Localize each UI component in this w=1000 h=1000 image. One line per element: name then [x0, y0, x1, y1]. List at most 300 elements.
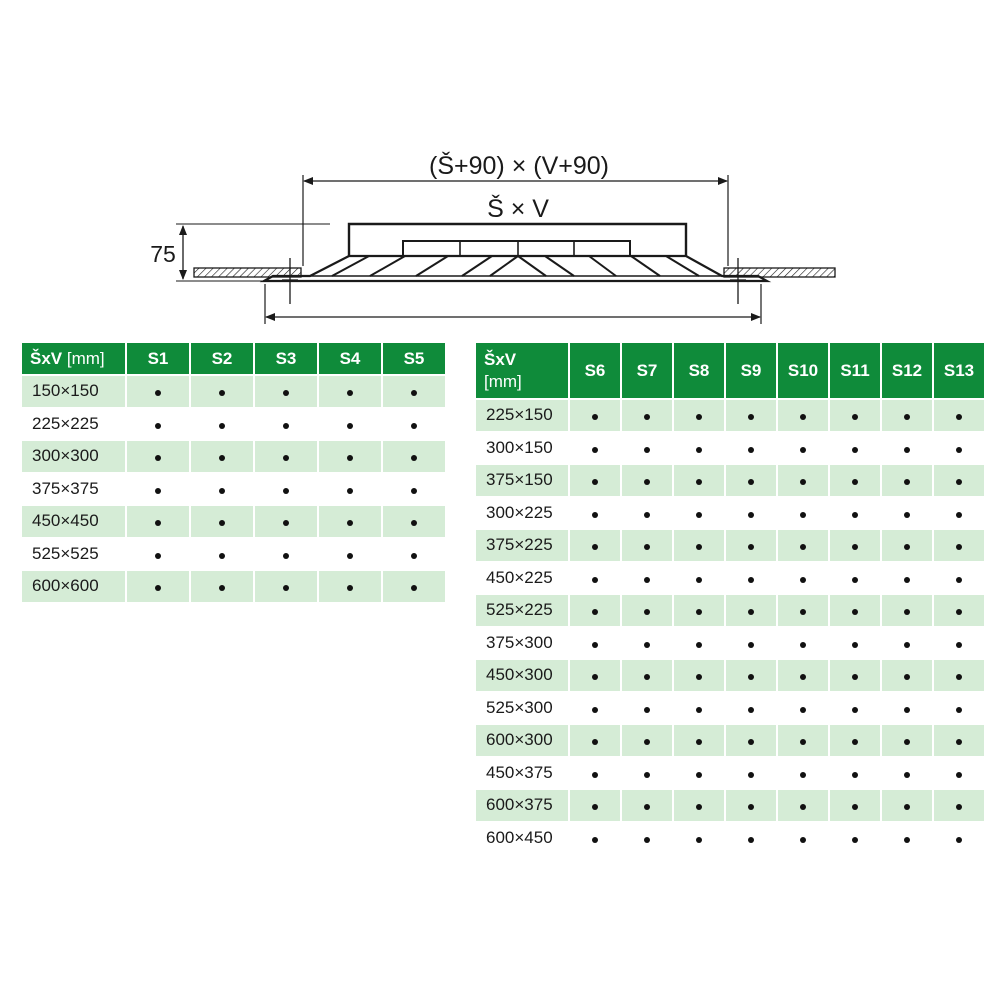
availability-cell: [778, 660, 828, 691]
availability-cell: [830, 660, 880, 691]
available-dot-icon: [800, 642, 806, 648]
available-dot-icon: [155, 423, 161, 429]
available-dot-icon: [956, 642, 962, 648]
availability-cell: [726, 693, 776, 724]
available-dot-icon: [800, 804, 806, 810]
table-row: [476, 595, 984, 626]
available-dot-icon: [411, 585, 417, 591]
available-dot-icon: [904, 479, 910, 485]
table-row: [476, 400, 984, 431]
available-dot-icon: [155, 553, 161, 559]
availability-cell: [570, 563, 620, 594]
column-header-s10: S10: [778, 343, 828, 398]
size-header-text: ŠxV: [484, 349, 517, 369]
availability-cell: [383, 571, 445, 602]
availability-cell: [319, 441, 381, 472]
available-dot-icon: [347, 553, 353, 559]
available-dot-icon: [852, 674, 858, 680]
available-dot-icon: [800, 512, 806, 518]
availability-cell: [674, 628, 724, 659]
available-dot-icon: [696, 707, 702, 713]
available-dot-icon: [956, 544, 962, 550]
available-dot-icon: [283, 488, 289, 494]
available-dot-icon: [852, 447, 858, 453]
availability-cell: [934, 400, 984, 431]
availability-cell: [778, 823, 828, 854]
column-header-s11: S11: [830, 343, 880, 398]
available-dot-icon: [155, 488, 161, 494]
availability-cell: [674, 595, 724, 626]
available-dot-icon: [904, 577, 910, 583]
availability-cell: [778, 595, 828, 626]
availability-cell: [934, 595, 984, 626]
availability-cell: [255, 409, 317, 440]
available-dot-icon: [644, 479, 650, 485]
availability-cell: [726, 498, 776, 529]
available-dot-icon: [347, 520, 353, 526]
availability-cell: [570, 790, 620, 821]
available-dot-icon: [592, 804, 598, 810]
availability-cell: [726, 465, 776, 496]
availability-cell: [778, 790, 828, 821]
available-dot-icon: [748, 479, 754, 485]
available-dot-icon: [696, 642, 702, 648]
availability-cell: [127, 506, 189, 537]
available-dot-icon: [800, 739, 806, 745]
available-dot-icon: [748, 804, 754, 810]
column-header-s7: S7: [622, 343, 672, 398]
grille-cross-section-diagram: [0, 0, 1000, 340]
available-dot-icon: [283, 390, 289, 396]
available-dot-icon: [800, 447, 806, 453]
available-dot-icon: [748, 642, 754, 648]
available-dot-icon: [644, 804, 650, 810]
size-cell: 375×225: [476, 530, 568, 561]
availability-cell: [726, 530, 776, 561]
available-dot-icon: [696, 837, 702, 843]
available-dot-icon: [852, 544, 858, 550]
availability-cell: [882, 400, 932, 431]
column-header-s2: S2: [191, 343, 253, 374]
available-dot-icon: [904, 674, 910, 680]
available-dot-icon: [956, 804, 962, 810]
available-dot-icon: [644, 674, 650, 680]
availability-cell: [934, 563, 984, 594]
available-dot-icon: [852, 707, 858, 713]
available-dot-icon: [219, 390, 225, 396]
available-dot-icon: [592, 707, 598, 713]
availability-cell: [934, 465, 984, 496]
column-header-s5: S5: [383, 343, 445, 374]
availability-cell: [882, 563, 932, 594]
available-dot-icon: [904, 804, 910, 810]
louver-vanes: [332, 256, 699, 276]
column-header-s9: S9: [726, 343, 776, 398]
available-dot-icon: [592, 609, 598, 615]
size-cell: 450×225: [486, 567, 553, 587]
size-cell: 225×225: [32, 413, 99, 433]
available-dot-icon: [644, 447, 650, 453]
available-dot-icon: [155, 390, 161, 396]
available-dot-icon: [592, 739, 598, 745]
availability-cell: [255, 539, 317, 570]
size-cell: 375×150: [476, 465, 568, 496]
table-header-row: [22, 343, 445, 374]
available-dot-icon: [748, 577, 754, 583]
availability-cell: [570, 400, 620, 431]
availability-cell: [191, 571, 253, 602]
available-dot-icon: [592, 772, 598, 778]
available-dot-icon: [904, 707, 910, 713]
table-row: [476, 628, 984, 659]
available-dot-icon: [592, 577, 598, 583]
availability-cell: [882, 790, 932, 821]
available-dot-icon: [956, 772, 962, 778]
availability-cell: [830, 790, 880, 821]
availability-cell: [622, 758, 672, 789]
available-dot-icon: [283, 553, 289, 559]
available-dot-icon: [956, 414, 962, 420]
available-dot-icon: [696, 512, 702, 518]
available-dot-icon: [852, 577, 858, 583]
available-dot-icon: [956, 577, 962, 583]
availability-cell: [830, 595, 880, 626]
available-dot-icon: [956, 447, 962, 453]
available-dot-icon: [644, 544, 650, 550]
size-cell: 600×450: [486, 827, 553, 847]
available-dot-icon: [748, 512, 754, 518]
available-dot-icon: [696, 804, 702, 810]
available-dot-icon: [852, 772, 858, 778]
available-dot-icon: [347, 585, 353, 591]
availability-cell: [674, 498, 724, 529]
availability-cell: [319, 409, 381, 440]
availability-cell: [778, 530, 828, 561]
availability-cell: [622, 433, 672, 464]
availability-cell: [622, 530, 672, 561]
availability-cell: [882, 758, 932, 789]
available-dot-icon: [644, 414, 650, 420]
available-dot-icon: [219, 488, 225, 494]
available-dot-icon: [644, 512, 650, 518]
table-row: [476, 498, 984, 529]
availability-cell: [778, 400, 828, 431]
availability-cell: [622, 693, 672, 724]
availability-cell: [622, 563, 672, 594]
size-cell: 375×300: [486, 632, 553, 652]
availability-cell: [191, 376, 253, 407]
available-dot-icon: [696, 447, 702, 453]
available-dot-icon: [956, 609, 962, 615]
availability-cell: [570, 693, 620, 724]
availability-cell: [255, 571, 317, 602]
size-table-square: [20, 341, 447, 604]
column-header-s8: S8: [674, 343, 724, 398]
availability-cell: [726, 628, 776, 659]
availability-cell: [778, 498, 828, 529]
availability-cell: [726, 823, 776, 854]
available-dot-icon: [411, 488, 417, 494]
available-dot-icon: [800, 544, 806, 550]
available-dot-icon: [219, 553, 225, 559]
available-dot-icon: [347, 423, 353, 429]
available-dot-icon: [748, 674, 754, 680]
available-dot-icon: [696, 544, 702, 550]
available-dot-icon: [904, 544, 910, 550]
availability-cell: [726, 595, 776, 626]
size-cell: 600×600: [22, 571, 125, 602]
available-dot-icon: [155, 520, 161, 526]
availability-cell: [726, 563, 776, 594]
available-dot-icon: [956, 837, 962, 843]
available-dot-icon: [904, 609, 910, 615]
availability-cell: [127, 441, 189, 472]
size-cell: 525×225: [476, 595, 568, 626]
availability-cell: [622, 823, 672, 854]
availability-cell: [622, 790, 672, 821]
available-dot-icon: [219, 455, 225, 461]
availability-cell: [726, 433, 776, 464]
availability-cell: [622, 660, 672, 691]
availability-cell: [570, 758, 620, 789]
availability-cell: [830, 628, 880, 659]
availability-cell: [934, 433, 984, 464]
availability-cell: [383, 506, 445, 537]
availability-cell: [674, 530, 724, 561]
table-row: [476, 660, 984, 691]
availability-cell: [127, 474, 189, 505]
availability-cell: [383, 441, 445, 472]
availability-cell: [726, 790, 776, 821]
availability-cell: [934, 725, 984, 756]
table-row: [22, 441, 445, 472]
available-dot-icon: [852, 512, 858, 518]
available-dot-icon: [748, 739, 754, 745]
available-dot-icon: [800, 674, 806, 680]
availability-cell: [383, 376, 445, 407]
size-cell: 600×375: [476, 790, 568, 821]
size-column-header: [22, 343, 125, 374]
available-dot-icon: [592, 414, 598, 420]
available-dot-icon: [748, 772, 754, 778]
availability-cell: [255, 376, 317, 407]
available-dot-icon: [592, 642, 598, 648]
available-dot-icon: [283, 455, 289, 461]
table-row: [476, 530, 984, 561]
available-dot-icon: [283, 520, 289, 526]
availability-cell: [934, 498, 984, 529]
available-dot-icon: [748, 544, 754, 550]
inner-dimension-label: Š × V: [487, 195, 549, 223]
availability-cell: [674, 790, 724, 821]
column-header-s6: S6: [570, 343, 620, 398]
size-cell: 600×300: [476, 725, 568, 756]
available-dot-icon: [696, 479, 702, 485]
availability-cell: [674, 725, 724, 756]
available-dot-icon: [800, 479, 806, 485]
availability-cell: [319, 571, 381, 602]
column-header-s3: S3: [255, 343, 317, 374]
column-header-s4: S4: [319, 343, 381, 374]
availability-cell: [255, 441, 317, 472]
availability-cell: [934, 660, 984, 691]
availability-cell: [674, 660, 724, 691]
table-row: [476, 563, 984, 594]
size-column-header: [476, 343, 568, 398]
size-header-text: ŠxV: [30, 348, 63, 368]
availability-cell: [778, 465, 828, 496]
availability-cell: [882, 595, 932, 626]
available-dot-icon: [696, 739, 702, 745]
availability-cell: [830, 823, 880, 854]
availability-cell: [778, 433, 828, 464]
size-header-unit: [mm]: [66, 348, 105, 368]
available-dot-icon: [644, 577, 650, 583]
size-table-rectangular: [474, 341, 986, 855]
availability-cell: [319, 506, 381, 537]
availability-cell: [674, 758, 724, 789]
availability-cell: [830, 693, 880, 724]
availability-cell: [882, 433, 932, 464]
available-dot-icon: [155, 455, 161, 461]
available-dot-icon: [347, 390, 353, 396]
available-dot-icon: [644, 772, 650, 778]
size-cell: 450×450: [22, 506, 125, 537]
size-cell: 225×150: [476, 400, 568, 431]
available-dot-icon: [904, 512, 910, 518]
availability-cell: [319, 376, 381, 407]
available-dot-icon: [411, 553, 417, 559]
availability-cell: [882, 823, 932, 854]
available-dot-icon: [592, 837, 598, 843]
availability-cell: [570, 465, 620, 496]
size-cell: 300×300: [22, 441, 125, 472]
available-dot-icon: [592, 479, 598, 485]
availability-cell: [726, 758, 776, 789]
height-label: 75: [150, 241, 176, 267]
availability-cell: [882, 498, 932, 529]
availability-cell: [830, 400, 880, 431]
table-row: [22, 506, 445, 537]
availability-cell: [255, 506, 317, 537]
available-dot-icon: [644, 707, 650, 713]
availability-cell: [830, 758, 880, 789]
available-dot-icon: [852, 837, 858, 843]
availability-cell: [191, 474, 253, 505]
size-cell: 150×150: [22, 376, 125, 407]
availability-cell: [726, 660, 776, 691]
available-dot-icon: [852, 479, 858, 485]
availability-cell: [882, 628, 932, 659]
size-header-unit: [mm]: [484, 371, 522, 391]
availability-cell: [674, 823, 724, 854]
availability-cell: [127, 571, 189, 602]
available-dot-icon: [800, 577, 806, 583]
availability-cell: [127, 539, 189, 570]
size-cell: 525×300: [486, 697, 553, 717]
available-dot-icon: [904, 447, 910, 453]
available-dot-icon: [411, 390, 417, 396]
available-dot-icon: [155, 585, 161, 591]
available-dot-icon: [852, 609, 858, 615]
available-dot-icon: [592, 447, 598, 453]
available-dot-icon: [644, 739, 650, 745]
available-dot-icon: [283, 423, 289, 429]
availability-cell: [674, 563, 724, 594]
available-dot-icon: [219, 585, 225, 591]
availability-cell: [934, 823, 984, 854]
available-dot-icon: [347, 488, 353, 494]
table-row: [476, 433, 984, 464]
availability-cell: [127, 409, 189, 440]
availability-cell: [934, 530, 984, 561]
available-dot-icon: [283, 585, 289, 591]
outer-dimension-label: (Š+90) × (V+90): [429, 152, 609, 180]
availability-cell: [570, 530, 620, 561]
table-row: [476, 465, 984, 496]
table-row: [22, 474, 445, 505]
availability-cell: [191, 441, 253, 472]
availability-cell: [570, 660, 620, 691]
size-cell: 300×150: [486, 437, 553, 457]
availability-cell: [882, 530, 932, 561]
available-dot-icon: [748, 447, 754, 453]
available-dot-icon: [644, 837, 650, 843]
available-dot-icon: [904, 739, 910, 745]
availability-cell: [622, 595, 672, 626]
availability-cell: [674, 433, 724, 464]
availability-cell: [191, 409, 253, 440]
available-dot-icon: [748, 609, 754, 615]
available-dot-icon: [800, 772, 806, 778]
availability-cell: [830, 465, 880, 496]
column-header-s12: S12: [882, 343, 932, 398]
diffuser-core: [403, 241, 630, 256]
available-dot-icon: [411, 455, 417, 461]
column-header-s1: S1: [127, 343, 189, 374]
available-dot-icon: [800, 609, 806, 615]
available-dot-icon: [904, 772, 910, 778]
availability-cell: [830, 433, 880, 464]
availability-cell: [778, 563, 828, 594]
available-dot-icon: [696, 609, 702, 615]
table-row: [476, 790, 984, 821]
availability-cell: [934, 693, 984, 724]
availability-cell: [830, 498, 880, 529]
size-cell: 450×375: [486, 762, 553, 782]
availability-cell: [570, 823, 620, 854]
availability-cell: [622, 725, 672, 756]
available-dot-icon: [347, 455, 353, 461]
available-dot-icon: [956, 479, 962, 485]
available-dot-icon: [956, 739, 962, 745]
available-dot-icon: [852, 739, 858, 745]
availability-cell: [882, 660, 932, 691]
available-dot-icon: [696, 674, 702, 680]
availability-cell: [191, 506, 253, 537]
available-dot-icon: [800, 707, 806, 713]
availability-cell: [934, 758, 984, 789]
available-dot-icon: [956, 674, 962, 680]
availability-cell: [882, 693, 932, 724]
availability-cell: [830, 530, 880, 561]
availability-cell: [319, 539, 381, 570]
available-dot-icon: [219, 423, 225, 429]
availability-cell: [570, 595, 620, 626]
available-dot-icon: [748, 414, 754, 420]
availability-cell: [882, 725, 932, 756]
availability-cell: [674, 400, 724, 431]
